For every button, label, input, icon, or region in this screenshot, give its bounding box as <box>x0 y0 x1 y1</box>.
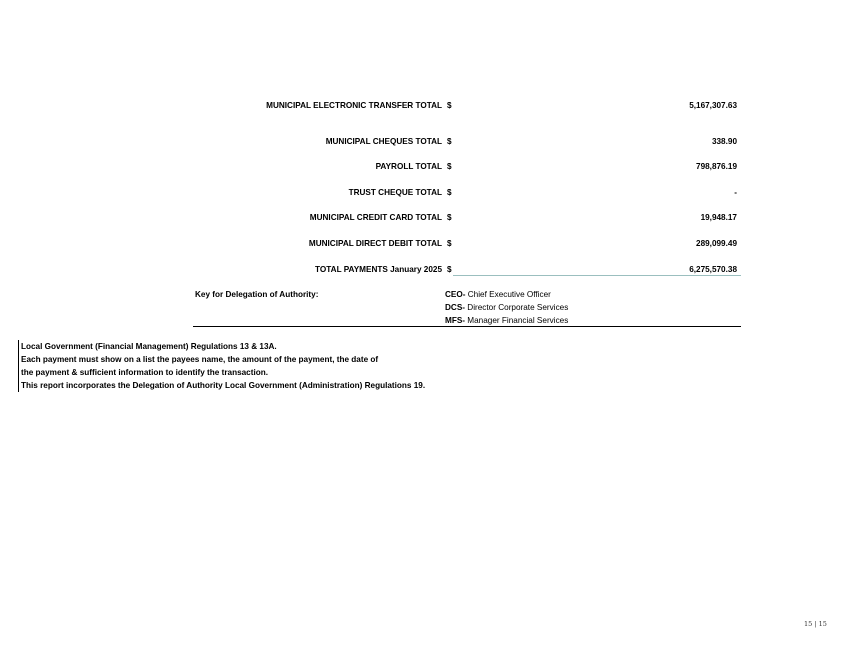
summary-amount: 6,275,570.38 <box>689 265 737 274</box>
currency-symbol: $ <box>447 239 452 248</box>
note-line: Each payment must show on a list the payees name, the amount of the payment, the date of <box>21 355 379 364</box>
summary-amount: 19,948.17 <box>700 213 737 222</box>
summary-row-trust-cheque <box>0 188 846 202</box>
key-title: Key for Delegation of Authority: <box>195 290 319 299</box>
summary-row-total-payments <box>0 265 846 279</box>
key-abbr: MFS- <box>445 316 466 325</box>
summary-amount: 338.90 <box>711 137 737 146</box>
note-line: This report incorporates the Delegation of Authority Local Government (Administration) Regulations 19. <box>21 381 426 390</box>
summary-label: MUNICIPAL CREDIT CARD TOTAL <box>309 213 442 222</box>
summary-row-electronic-transfer <box>0 101 846 115</box>
currency-symbol: $ <box>447 137 452 146</box>
currency-symbol: $ <box>447 213 452 222</box>
currency-symbol: $ <box>447 101 452 110</box>
summary-label: MUNICIPAL ELECTRONIC TRANSFER TOTAL <box>266 101 442 110</box>
key-text: Chief Executive Officer <box>467 290 551 299</box>
key-abbr: DCS- <box>445 303 466 312</box>
summary-row-payroll <box>0 162 846 176</box>
summary-label: MUNICIPAL CHEQUES TOTAL <box>325 137 442 146</box>
summary-label: TRUST CHEQUE TOTAL <box>348 188 442 197</box>
key-item-mfs <box>445 316 568 325</box>
summary-label: MUNICIPAL DIRECT DEBIT TOTAL <box>308 239 442 248</box>
currency-symbol: $ <box>447 265 452 274</box>
key-item-dcs <box>445 303 568 312</box>
note-line: Local Government (Financial Management) Regulations 13 & 13A. <box>21 342 277 351</box>
summary-amount: - <box>734 188 737 197</box>
summary-amount: 798,876.19 <box>696 162 737 171</box>
total-underline <box>453 275 741 276</box>
summary-row-direct-debit <box>0 239 846 253</box>
key-text: Director Corporate Services <box>467 303 569 312</box>
currency-symbol: $ <box>447 188 452 197</box>
summary-amount: 5,167,307.63 <box>689 101 737 110</box>
summary-label: TOTAL PAYMENTS January 2025 <box>315 265 442 274</box>
key-text: Manager Financial Services <box>467 316 569 325</box>
summary-label: PAYROLL TOTAL <box>375 162 442 171</box>
regulation-notes <box>18 340 425 392</box>
summary-row-credit-card <box>0 213 846 227</box>
currency-symbol: $ <box>447 162 452 171</box>
summary-row-cheques <box>0 137 846 151</box>
page-number: 15 | 15 <box>804 620 827 628</box>
key-abbr: CEO- <box>445 290 466 299</box>
note-line: the payment & sufficient information to identify the transaction. <box>21 368 269 377</box>
key-item-ceo <box>445 290 551 299</box>
key-divider <box>193 326 741 327</box>
summary-amount: 289,099.49 <box>696 239 737 248</box>
